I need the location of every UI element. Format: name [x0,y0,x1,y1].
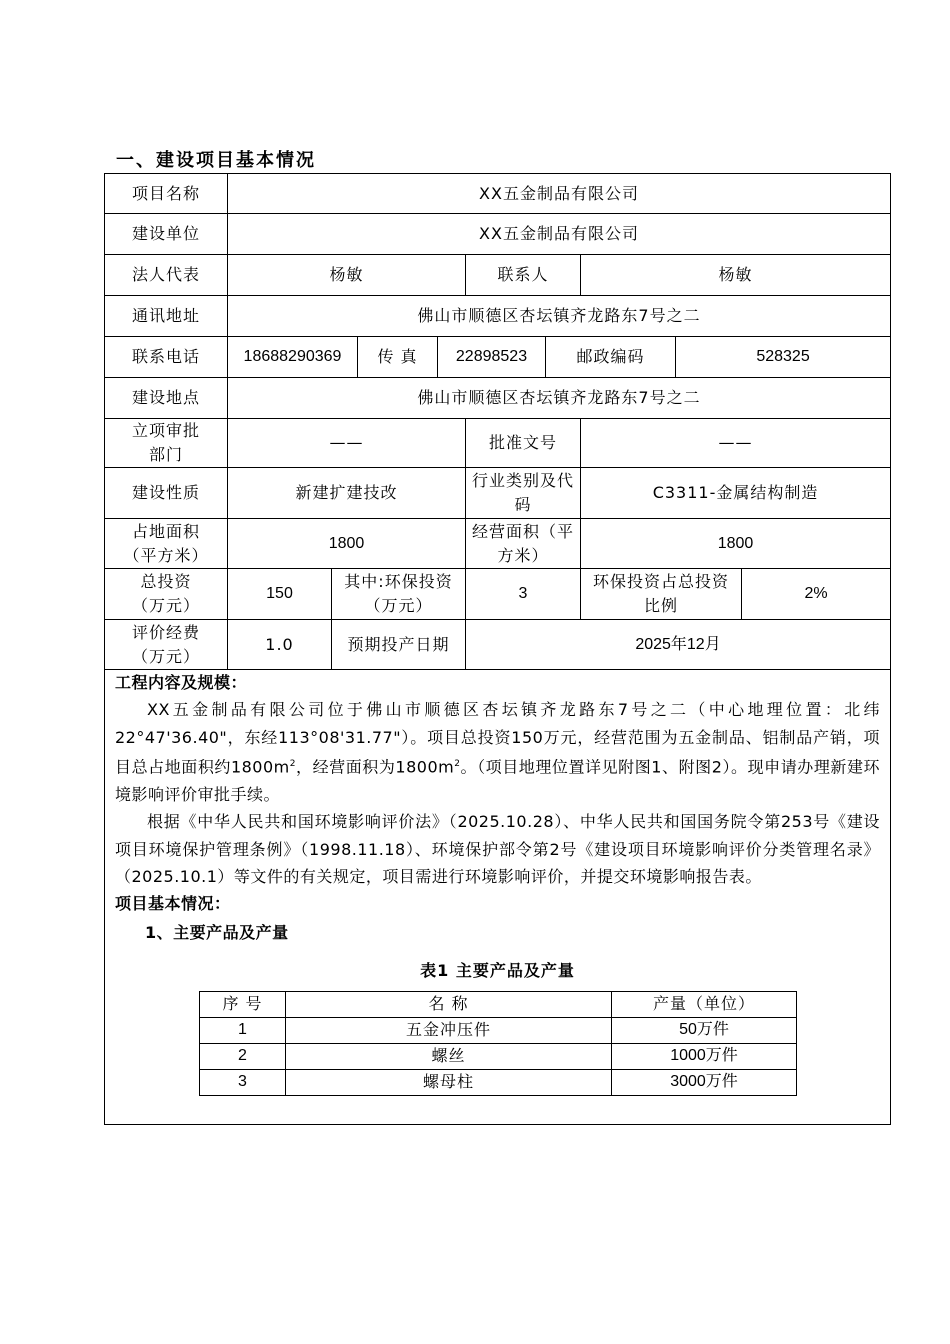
phone-value: 18688290369 [228,337,358,378]
col-header-output: 产量（单位） [612,991,797,1017]
page-title: 一、建设项目基本情况 [116,150,316,171]
contact-value: 杨敏 [581,255,891,296]
project-info-table [104,173,891,1125]
nature-value: 新建扩建技改 [228,468,466,519]
industry-label: 行业类别及代码 [466,468,581,519]
industry-value: C3311-金属结构制造 [581,468,891,519]
start-date-value: 2025年12月 [466,620,891,670]
builder-value: XX五金制品有限公司 [228,214,891,255]
intro-text-3: 。（项目地理位置详见附图1、附图2）。现申请办理新建环境影响评价审批手续。 [115,757,881,804]
products-table [199,991,797,1096]
intro-paragraph [115,696,880,808]
business-area-label: 经营面积（平方米） [466,519,581,569]
project-name-value: XX五金制品有限公司 [228,174,891,214]
builder-label: 建设单位 [105,214,228,255]
land-area-label: 占地面积（平方米） [105,519,228,569]
table-row [200,1043,797,1069]
row-output: 1000万件 [612,1043,797,1069]
env-invest-label: 其中:环保投资（万元） [332,569,466,620]
site-label: 建设地点 [105,378,228,419]
total-invest-value: 150 [228,569,332,620]
row-index: 1 [200,1017,286,1043]
col-header-name: 名 称 [286,991,612,1017]
table-row [200,1017,797,1043]
approval-no-value: —— [581,419,891,468]
products-header-row [200,991,797,1017]
row-output: 50万件 [612,1017,797,1043]
address-value: 佛山市顺德区杏坛镇齐龙路东7号之二 [228,296,891,337]
legal-rep-value: 杨敏 [228,255,466,296]
fax-label: 传 真 [358,337,438,378]
row-index: 3 [200,1069,286,1095]
legal-rep-label: 法人代表 [105,255,228,296]
row-name: 螺母柱 [286,1069,612,1095]
approval-no-label: 批准文号 [466,419,581,468]
env-ratio-value: 2% [742,569,891,620]
area-unit-sup: 2 [454,759,461,769]
phone-label: 联系电话 [105,337,228,378]
row-name: 五金冲压件 [286,1017,612,1043]
row-name: 螺丝 [286,1043,612,1069]
project-content-cell [105,670,891,1125]
legal-basis-paragraph: 根据《中华人民共和国环境影响评价法》（2025.10.28）、中华人民共和国国务院令第253号《建设项目环境保护管理条例》（1998.11.18）、环境保护部令第2号《建设项目环境影响评价分类管理名录》（2025.10.1）等文件的有关规定，项目需进行环境影响评价，并提交环境影响报告表。 [115,812,881,887]
total-invest-label: 总投资（万元） [105,569,228,620]
col-header-index: 序 号 [200,991,286,1017]
fax-value: 22898523 [438,337,546,378]
business-area-value: 1800 [581,519,891,569]
row-output: 3000万件 [612,1069,797,1095]
postcode-value: 528325 [676,337,891,378]
start-date-label: 预期投产日期 [332,620,466,670]
row-index: 2 [200,1043,286,1069]
intro-text-1: XX五金制品有限公司位于佛山市顺德区杏坛镇齐龙路东7号之二（中心地理位置：北纬22°47'36.40"，东经113°08'31.77"）。项目总投资150万元，经营范围为五金制品、铝制品产销，项目总占地面积约1800m [115,700,881,777]
products-subheading: 1、主要产品及产量 [145,922,289,942]
table-caption: 表1 主要产品及产量 [420,960,575,980]
table-row [200,1069,797,1095]
area-unit-sup: 2 [289,759,296,769]
scale-heading: 工程内容及规模： [115,673,248,692]
address-label: 通讯地址 [105,296,228,337]
eval-fee-value: 1.0 [228,620,332,670]
basic-info-heading: 项目基本情况： [115,893,231,913]
intro-text-2: ，经营面积为1800m [295,757,455,777]
project-name-label: 项目名称 [105,174,228,214]
approval-dept-label: 立项审批部门 [105,419,228,468]
approval-dept-value: —— [228,419,466,468]
postcode-label: 邮政编码 [546,337,676,378]
env-ratio-label: 环保投资占总投资比例 [581,569,742,620]
contact-label: 联系人 [466,255,581,296]
nature-label: 建设性质 [105,468,228,519]
site-value: 佛山市顺德区杏坛镇齐龙路东7号之二 [228,378,891,419]
land-area-value: 1800 [228,519,466,569]
env-invest-value: 3 [466,569,581,620]
eval-fee-label: 评价经费（万元） [105,620,228,670]
